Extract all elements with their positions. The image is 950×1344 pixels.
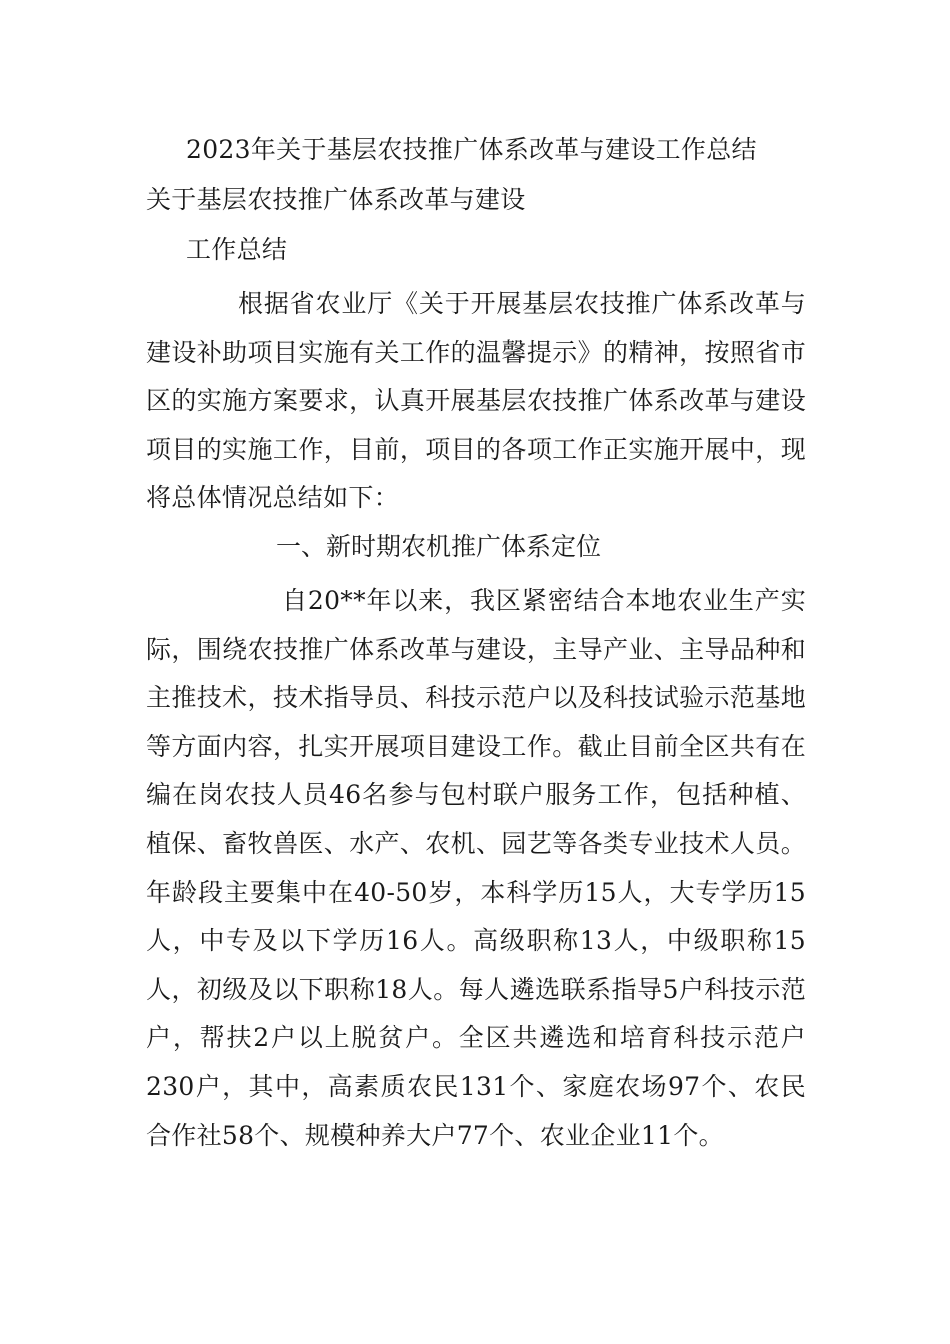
section-heading-1: 一、新时期农机推广体系定位: [276, 532, 602, 561]
document-subtitle-line-1: 关于基层农技推广体系改革与建设: [146, 185, 526, 214]
document-title: 2023年关于基层农技推广体系改革与建设工作总结: [186, 135, 757, 164]
document-subtitle-line-2: 工作总结: [186, 235, 288, 264]
intro-paragraph: 根据省农业厅《关于开展基层农技推广体系改革与建设补助项目实施有关工作的温馨提示》的精神，按照省市区的实施方案要求，认真开展基层农技推广体系改革与建设项目的实施工作，目前，项目的各项工作正实施开展中，现将总体情况总结如下：: [146, 289, 806, 513]
section-1-paragraph: 自20**年以来，我区紧密结合本地农业生产实际，围绕农技推广体系改革与建设，主导产业、主导品种和主推技术，技术指导员、科技示范户以及科技试验示范基地等方面内容，扎实开展项目建设工作。截止目前全区共有在编在岗农技人员46名参与包村联户服务工作，包括种植、植保、畜牧兽医、水产、农机、园艺等各类专业技术人员。年龄段主要集中在40-50岁，本科学历15人，大专学历15人，中专及以下学历16人。高级职称13人，中级职称15人，初级及以下职称18人。每人遴选联系指导5户科技示范户，帮扶2户以上脱贫户。全区共遴选和培育科技示范户230户，其中，高素质农民131个、家庭农场97个、农民合作社58个、规模种养大户77个、农业企业11个。: [146, 586, 806, 1150]
